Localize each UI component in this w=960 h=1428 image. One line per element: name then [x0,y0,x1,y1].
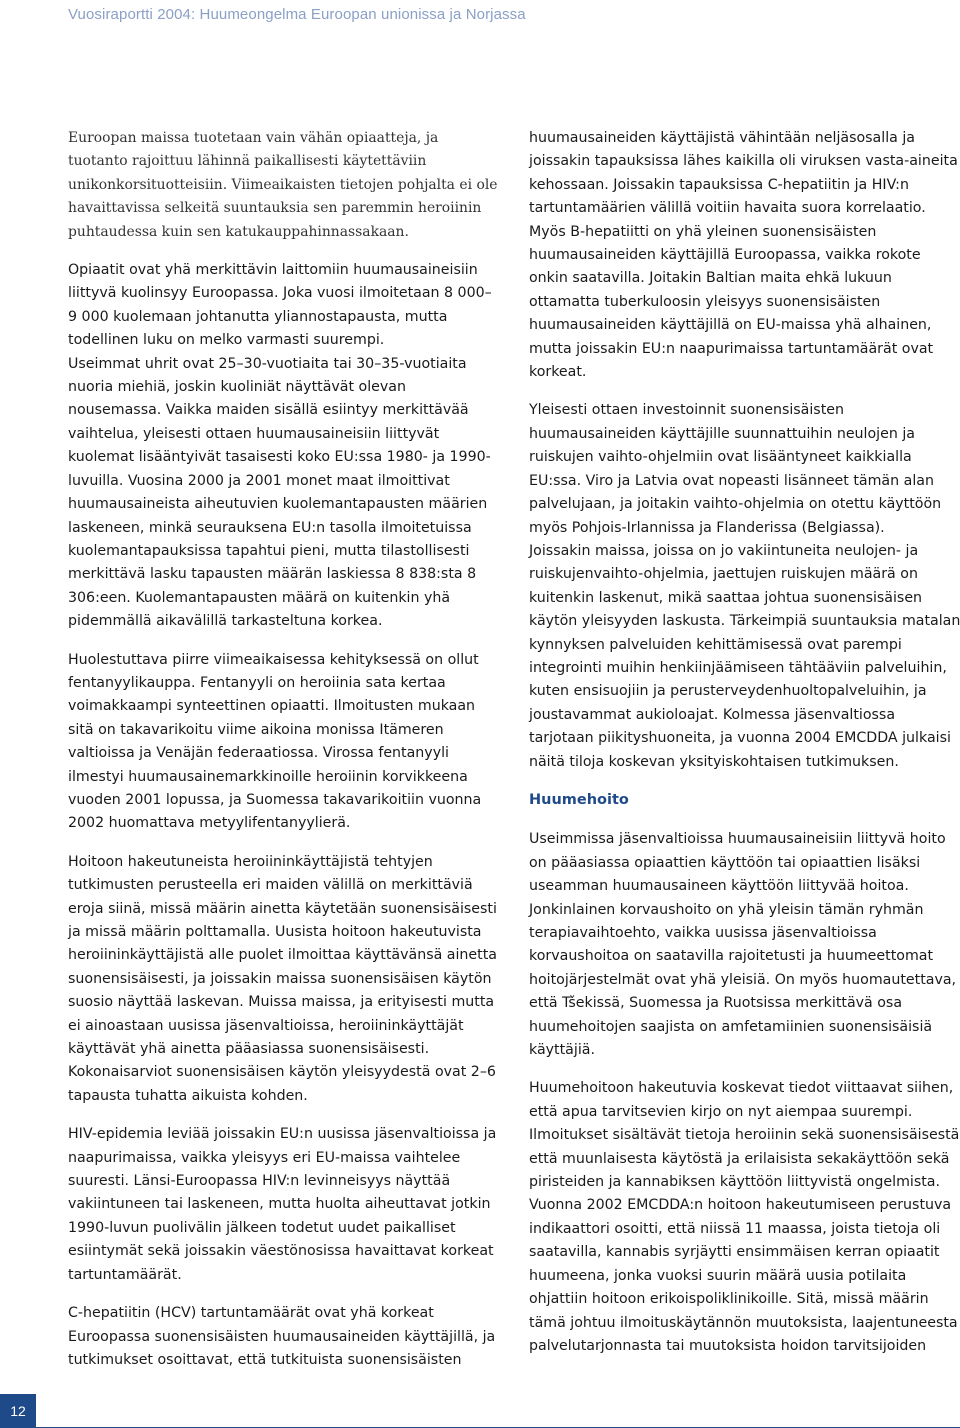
section-heading-huumehoito: Huumehoito [529,791,629,808]
paragraph-low-threshold: Joissakin maissa, joissa on jo vakiintuneita neulojen- ja ruiskujenvaihto-ohjelmia, jaettujen ruiskujen määrä on kuitenkin laskenut, mikä saattaa johtua suonensisäisen käytön yleisyyden laskusta. Tärkeimpiä suuntauksia matalan kynnyksen palveluiden kehittämisessä ovat parempi integrointi muihin henkiinjäämiseen tähtääviin palveluihin, kuten ensisuojiin ja perusterveydenhuoltopalveluihin, ja joustavammat aukioloajat. Kolmessa jäsenvaltiossa tarjotaan piikityshuoneita, ja vuonna 2004 EMCDDA julkaisi näitä tiloja koskevan yksityiskohtaisen tutkimuksen. [529,542,960,770]
paragraph-treatment: Useimmissa jäsenvaltioissa huumausaineisiin liittyvä hoito on pääasiassa opiaattien käyttöön tai opiaattien lisäksi useamman huumausaineen käyttöön liittyvää hoitoa. Jonkinlainen korvaushoito on yhä yleisin tämän ryhmän terapiavaihtoehto, vaikka uusissa jäsenvaltioissa korvaushoitoa on saatavilla rajoitetusti ja huumeettomat hoitojärjestelmät ovat yhä yleisiä. On myös huomautettava, että Tšekissä, Suomessa ja Ruotsissa merkittävä osa huumehoitojen saajista on amfetamiinien suonensisäisiä käyttäjiä. [529,831,957,1059]
paragraph-hcv: C-hepatiitin (HCV) tartuntamäärät ovat yhä korkeat Euroopassa suonensisäisten huumausaineiden käyttäjillä, ja tutkimukset osoittavat, että tutkituista suonensisäisten [68,1305,496,1368]
paragraph-hepatitis-b: Myös B-hepatiitti on yhä yleinen suonensisäisten huumausaineiden käyttäjillä Euroopassa, vaikka rokote onkin saatavilla. Joitakin Baltian maita ehkä lukuun ottamatta tuberkuloosin yleisyys suonensisäisten huumausaineiden käyttäjillä on EU-maissa yhä alhainen, mutta joissakin EU:n naapurimaissa tartuntamäärät ovat korkeat. [529,223,934,381]
paragraph-fentanyl: Huolestuttava piirre viimeaikaisessa kehityksessä on ollut fentanyylikauppa. Fentanyyli on heroiinia sata kertaa voimakkaampi synteettinen opiaatti. Ilmoitusten mukaan sitä on takavarikoitu viime aikoina monissa Itämeren valtioissa ja Venäjän federaatiossa. Virossa fentanyyli ilmestyi huumausainemarkkinoille heroiinin korvikkeena vuoden 2001 lopussa, ja Suomessa takavarikoitiin vuonna 2002 huomattava metyylifentanyylierä. [68,651,482,832]
running-header: Vuosiraportti 2004: Huumeongelma Euroopan unionissa ja Norjassa [68,6,526,23]
paragraph-injecting: Hoitoon hakeutuneista heroiininkäyttäjistä tehtyjen tutkimusten perusteella eri maiden välillä on merkittäviä eroja siinä, missä määrin ainetta käytetään suonensisäisesti ja missä määrin polttamalla. Uusista hoitoon hakeutuvista heroiininkäyttäjistä alle puolet ilmoittaa käyttävänsä ainetta suonensisäisesti, ja joissakin maissa suonensisäisen käytön suosio näyttää laskevan. Muissa maissa, ja erityisesti mutta ei ainoastaan uusissa jäsenvaltioissa, heroiininkäyttäjät käyttävät yhä ainetta pääasiassa suonensisäisesti. Kokonaisarviot suonensisäisen käytön yleisyydestä ovat 2–6 tapausta tuhatta aikuista kohden. [68,853,497,1104]
left-column [68,127,500,1387]
intro-paragraph: Euroopan maissa tuotetaan vain vähän opiaatteja, ja tuotanto rajoittuu lähinnä paikallisesti käytettäviin unikonkorsituotteisiin. Viimeaikaisten tietojen pohjalta ei ole havaittavissa selkeitä suuntauksia sen paremmin heroiinin puhtaudessa kuin sen katukauppahinnassakaan. [68,130,498,240]
paragraph-opiate-deaths: Opiaatit ovat yhä merkittävin laittomiin huumausaineisiin liittyvä kuolinsyy Euroopassa. Joka vuosi ilmoitetaan 8 000–9 000 kuolemaan johtanutta yliannostapausta, mutta todellinen luku on melko varmasti suurempi. [68,262,492,349]
right-column [529,127,960,1373]
paragraph-hcv-continued: huumausaineiden käyttäjistä vähintään neljäsosalla ja joissakin tapauksissa lähes kaikilla oli viruksen vasta-aineita kehossaan. Joissakin tapauksissa C-hepatiitin ja HIV:n tartuntamäärien välillä voitiin havaita suora korrelaatio. [529,130,958,217]
paragraph-victims: Useimmat uhrit ovat 25–30-vuotiaita tai 30–35-vuotiaita nuoria miehiä, joskin kuoliniät näyttävät olevan nousemassa. Vaikka maiden sisällä esiintyy merkittävää vaihtelua, yleisesti ottaen huumausaineisiin liittyvät kuolemat lisääntyivät tasaisesti koko EU:ssa 1980- ja 1990-luvuilla. Vuosina 2000 ja 2001 monet maat ilmoittivat huumausaineista aiheutuvien kuolemantapausten määrien laskeneen, minkä seurauksena EU:n tasolla ilmoitetuissa kuolemantapauksissa tapahtui pieni, mutta tilastollisesti merkittävä lasku tapausten määrän laskiessa 8 838:sta 8 306:een. Kuolemantapausten määrä on kuitenkin yhä pidemmällä aikavälillä tarkasteltuna korkea. [68,355,491,630]
paragraph-treatment-demand: Huumehoitoon hakeutuvia koskevat tiedot viittaavat siihen, että apua tarvitsevien kirjo on nyt aiempaa suurempi. Ilmoitukset sisältävät tietoja heroiinin sekä suonensisäisestä että muunlaisesta käytöstä ja erilaisista sekakäyttöön sekä piristeiden ja kannabiksen käyttöön liittyvistä ongelmista. Vuonna 2002 EMCDDA:n hoitoon hakeutumiseen perustuva indikaattori osoitti, että niissä 11 maassa, joista tietoja oli saatavilla, kannabis syrjäytti ensimmäisen kerran opiaatit huumeena, jonka vuoksi suurin määrä uusia potilaita ohjattiin hoitoon erikoispoliklinikoille. Sitä, missä määrin tämä johtuu ilmoituskäytännön muutoksista, laajentuneesta palvelutarjonnasta tai muutoksista hoidon tarvitsijoiden [529,1080,960,1354]
paragraph-needle-exchange: Yleisesti ottaen investoinnit suonensisäisten huumausaineiden käyttäjille suunnattuihin neulojen ja ruiskujen vaihto-ohjelmiin ovat lisääntyneet kaikkialla EU:ssa. Viro ja Latvia ovat nopeasti lisänneet tämän alan palvelujaan, ja joitakin vaihto-ohjelmia on otettu käyttöön myös Pohjois-Irlannissa ja Flanderissa (Belgiassa). [529,402,942,536]
page-number: 12 [0,1394,36,1428]
paragraph-hiv: HIV-epidemia leviää joissakin EU:n uusissa jäsenvaltioissa ja naapurimaissa, vaikka yleisyys eri EU-maissa vaihtelee suuresti. Länsi-Euroopassa HIV:n levinneisyys näyttää vakiintuneen tai laskeneen, mutta huolta aiheuttavat jotkin 1990-luvun puolivälin jälkeen todetut uudet paikalliset esiintymät sekä joissakin väestönosissa havaittavat korkeat tartuntamäärät. [68,1126,497,1283]
